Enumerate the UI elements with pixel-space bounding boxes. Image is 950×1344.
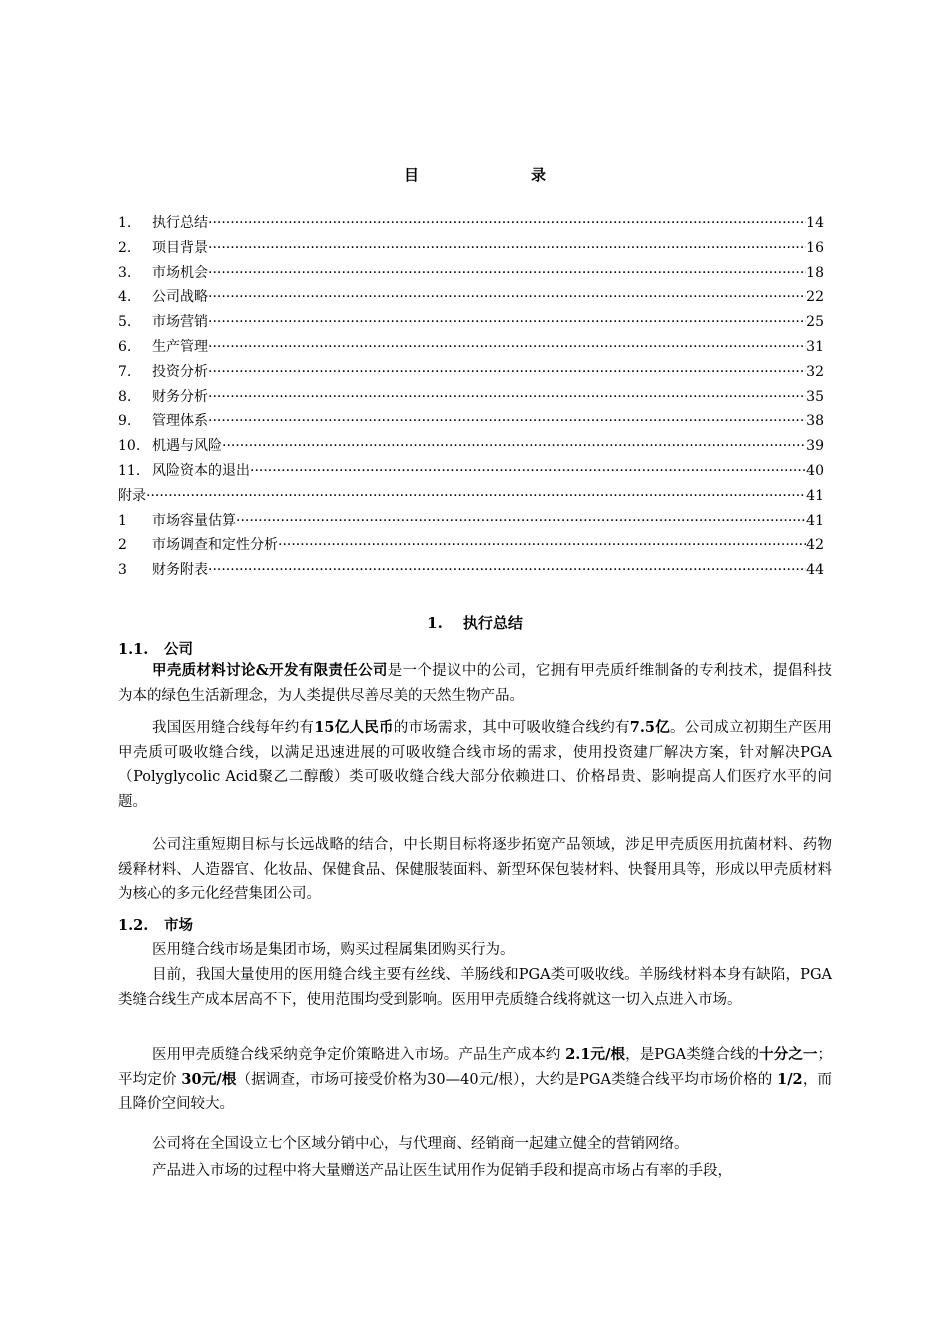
subsection-title: 市场	[164, 917, 193, 934]
toc-entry[interactable]	[118, 485, 824, 510]
toc-entry-label: 财务分析	[152, 388, 208, 405]
subsection-number: 1.1.	[118, 641, 149, 658]
toc-entry[interactable]	[118, 386, 824, 411]
paragraph-market-type	[118, 938, 832, 963]
toc-dot-leader	[146, 488, 806, 504]
section-title: 执行总结	[462, 614, 523, 632]
toc-entry[interactable]	[118, 311, 824, 336]
toc-entry-number: 3	[118, 562, 127, 579]
bold-figure: 15亿人民币	[314, 719, 394, 736]
paragraph-text: 目前，我国大量使用的医用缝合线主要有丝线、羊肠线和PGA类可吸收线。羊肠线材料本身有缺陷，PGA类缝合线生产成本居高不下，使用范围均受到影响。医用甲壳质缝合线将就这一切入点进入市场。	[118, 967, 832, 1008]
toc-dot-leader	[208, 289, 806, 305]
toc-entry-number: 1.	[118, 215, 132, 231]
table-of-contents	[118, 212, 824, 584]
toc-entry-page: 44	[806, 562, 824, 579]
toc-dot-leader	[208, 215, 806, 231]
toc-entry-number: 3.	[118, 264, 132, 281]
toc-entry-number: 8.	[118, 388, 132, 405]
section-heading	[0, 612, 950, 633]
subsection-heading-market	[118, 914, 193, 935]
toc-dot-leader	[208, 339, 806, 355]
toc-entry-page: 38	[806, 413, 824, 430]
paragraph-text: 我国医用缝合线每年约有	[152, 720, 315, 736]
subsection-title: 公司	[164, 641, 193, 658]
paragraph-text: 医用甲壳质缝合线采纳竞争定价策略进入市场。产品生产成本约	[152, 1047, 566, 1063]
toc-entry-number: 4.	[118, 289, 132, 306]
bold-figure: 7.5亿	[629, 719, 670, 736]
toc-entry-label: 项目背景	[152, 239, 208, 256]
toc-dot-leader	[208, 364, 806, 380]
bold-figure: 1/2	[777, 1070, 803, 1088]
toc-entry-number: 9.	[118, 413, 132, 430]
toc-entry-label: 市场调查和定性分析	[152, 537, 278, 554]
toc-entry-label: 执行总结	[152, 215, 208, 231]
toc-entry[interactable]	[118, 336, 824, 361]
toc-title	[0, 164, 950, 185]
paragraph-text: （据调查，市场可接受价格为30—40元/根），大约是PGA类缝合线平均市场价格的	[236, 1071, 778, 1088]
toc-entry[interactable]	[118, 361, 824, 386]
toc-entry-label: 机遇与风险	[152, 438, 222, 455]
toc-entry-number: 2.	[118, 239, 132, 256]
toc-dot-leader	[208, 314, 806, 330]
paragraph-text: ，是PGA类缝合线的	[625, 1047, 760, 1063]
toc-entry-label: 公司战略	[152, 289, 208, 306]
company-name: 甲壳质材料讨论&开发有限责任公司	[152, 662, 388, 679]
paragraph-text: 公司将在全国设立七个区域分销中心，与代理商、经销商一起建立健全的营销网络。	[152, 1136, 689, 1152]
toc-dot-leader	[208, 562, 806, 578]
toc-entry-page: 31	[806, 338, 824, 355]
toc-entry-label: 管理体系	[152, 413, 208, 430]
toc-dot-leader	[208, 413, 806, 429]
toc-entry-label: 投资分析	[152, 363, 208, 380]
bold-figure: 十分之一	[759, 1046, 818, 1063]
toc-title-right: 录	[531, 166, 547, 184]
bold-figure: 2.1元/根	[565, 1046, 626, 1063]
toc-entry[interactable]	[118, 559, 824, 584]
toc-entry-page: 39	[806, 438, 824, 455]
toc-entry-page: 22	[806, 289, 824, 306]
toc-entry-page: 18	[806, 264, 824, 281]
paragraph-pricing	[118, 1043, 832, 1117]
toc-dot-leader	[208, 265, 806, 281]
toc-entry[interactable]	[118, 510, 824, 535]
bold-figure: 30元/根	[181, 1070, 237, 1088]
toc-entry-page: 25	[806, 314, 824, 331]
toc-entry-label: 附录	[118, 487, 146, 504]
toc-dot-leader	[236, 513, 806, 529]
subsection-heading-company	[118, 638, 193, 659]
paragraph-text: 医用缝合线市场是集团市场，购买过程属集团购买行为。	[152, 942, 515, 958]
toc-dot-leader	[208, 389, 806, 405]
paragraph-text: 的市场需求，其中可吸收缝合线约有	[393, 720, 630, 736]
paragraph-strategy	[118, 833, 832, 907]
toc-entry[interactable]	[118, 460, 824, 485]
toc-entry[interactable]	[118, 534, 824, 559]
paragraph-text: ，而且降价空间较大。	[118, 1071, 832, 1112]
toc-entry-page: 16	[806, 239, 824, 256]
toc-title-left: 目	[403, 166, 419, 184]
toc-entry-number: 6.	[118, 338, 132, 355]
toc-entry-label: 市场机会	[152, 264, 208, 281]
toc-entry-number: 10.	[118, 438, 141, 455]
toc-entry-page: 32	[806, 363, 824, 380]
toc-entry-label: 市场容量估算	[152, 512, 236, 529]
toc-entry-page: 14	[806, 215, 824, 231]
toc-entry-label: 市场营销	[152, 314, 208, 331]
toc-entry[interactable]	[118, 262, 824, 287]
paragraph-text: 是一个提议中的公司，它拥有甲壳质纤维制备的专利技术，提倡科技为本的绿色生活新理念，为人类提供尽善尽美的天然生物产品。	[118, 663, 833, 704]
toc-entry-page: 41	[806, 487, 824, 504]
toc-entry[interactable]	[118, 410, 824, 435]
toc-entry-label: 财务附表	[152, 562, 208, 579]
paragraph-text: 公司注重短期目标与长远战略的结合，中长期目标将逐步拓宽产品领域，涉足甲壳质医用抗菌材料、药物缓释材料、人造器官、化妆品、保健食品、保健服装面料、新型环保包装材料、快餐用具等，形成以甲壳质材料为核心的多元化经营集团公司。	[118, 837, 832, 902]
toc-dot-leader	[250, 463, 806, 479]
toc-entry-label: 生产管理	[152, 338, 208, 355]
paragraph-company-intro	[118, 659, 832, 708]
toc-entry-label: 风险资本的退出	[152, 462, 250, 479]
toc-entry[interactable]	[118, 212, 824, 237]
section-number: 1.	[427, 614, 443, 632]
paragraph-distribution	[118, 1132, 832, 1157]
toc-entry-number: 5.	[118, 314, 132, 331]
toc-dot-leader	[222, 438, 806, 454]
toc-entry-page: 41	[806, 512, 824, 529]
toc-entry-number: 2	[118, 537, 127, 554]
paragraph-text: 。公司成立初期生产医用甲壳质可吸收缝合线，以满足迅速进展的可吸收缝合线市场的需求，使用投资建厂解决方案，针对解决PGA（Polyglycolic Acid聚乙二醇酸）类可吸收缝合线大部分依赖进口、价格昂贵、影响提高人们医疗水平的问题。	[118, 720, 833, 810]
paragraph-current-products	[118, 963, 832, 1012]
toc-entry[interactable]	[118, 237, 824, 262]
toc-entry-number: 7.	[118, 363, 132, 380]
paragraph-promotion	[118, 1159, 832, 1184]
toc-entry-page: 42	[806, 537, 824, 554]
paragraph-text: 产品进入市场的过程中将大量赠送产品让医生试用作为促销手段和提高市场占有率的手段，	[152, 1163, 732, 1179]
toc-entry-number: 1	[118, 512, 127, 529]
toc-dot-leader	[208, 240, 806, 256]
toc-entry[interactable]	[118, 435, 824, 460]
toc-entry-page: 35	[806, 388, 824, 405]
toc-entry-page: 40	[806, 462, 824, 479]
paragraph-market-demand	[118, 716, 832, 814]
toc-entry-number: 11.	[118, 462, 141, 479]
subsection-number: 1.2.	[118, 917, 149, 934]
toc-entry[interactable]	[118, 286, 824, 311]
toc-dot-leader	[278, 537, 806, 553]
paragraph-text: ；平均定价	[118, 1047, 833, 1088]
